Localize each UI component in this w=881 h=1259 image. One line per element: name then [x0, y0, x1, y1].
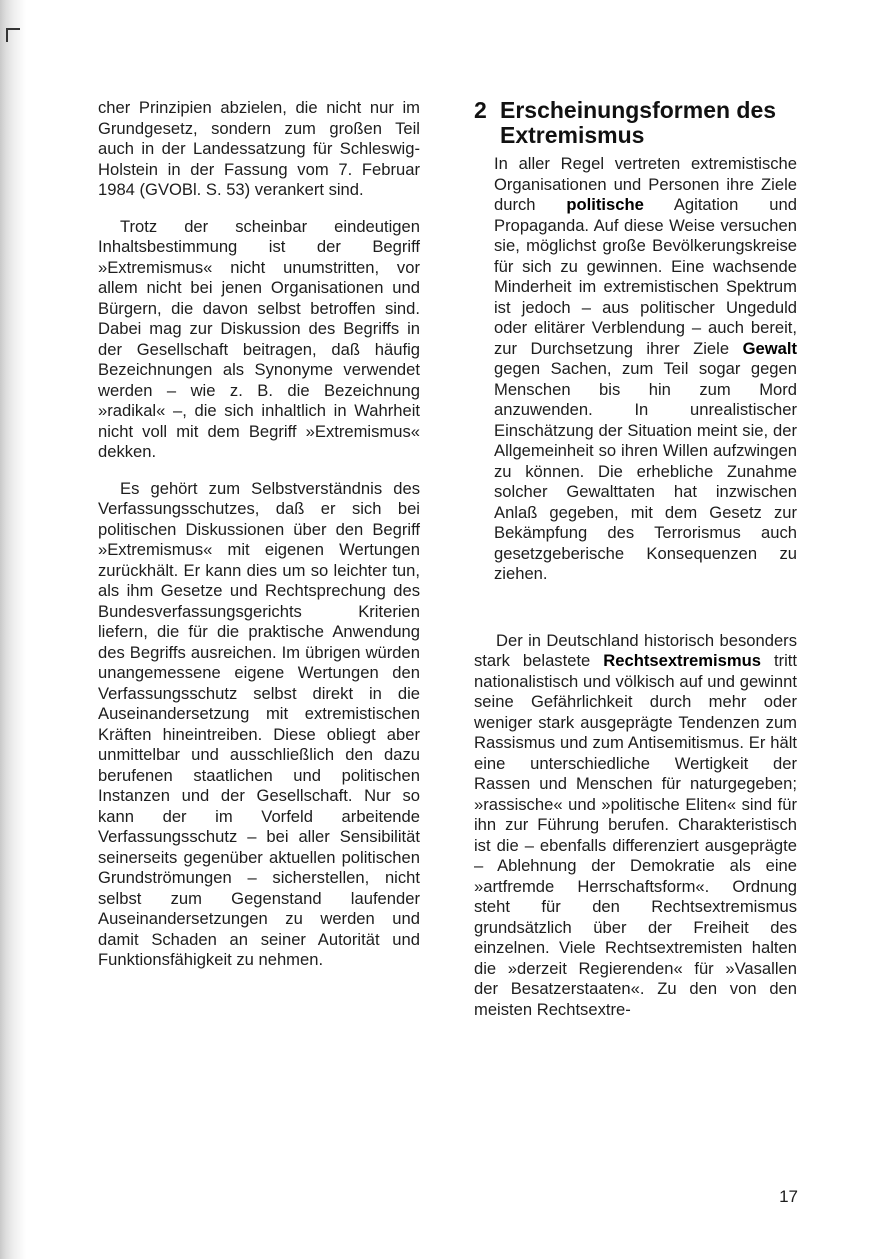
section-title: Erscheinungsformen des Extremismus	[500, 97, 777, 148]
bold-term-politische: politische	[566, 195, 644, 214]
bold-term-gewalt: Gewalt	[742, 338, 797, 358]
text-run: gegen Sachen, zum Teil sogar gegen Menschen bis hin zum Mord anzuwenden. In unrealistischer Einschätzung der Situation meint sie, der Allgemeinheit so ihren Willen aufzwingen zu können. Die erhebliche Zunahme solcher Gewalttaten hat inzwischen Anlaß gegeben, mit dem Gesetz zur Bekämpfung des Terrorismus auch gesetzgeberische Konsequenzen zu ziehen.	[494, 359, 797, 583]
right-column	[474, 98, 797, 1036]
page-number: 17	[779, 1187, 798, 1206]
section-number: 2	[474, 97, 487, 123]
text-run: tritt nationalistisch und völkisch auf und gewinnt seine Gefährlichkeit durch mehr oder weniger stark ausgeprägte Tendenzen zum Rassismus und zum Antisemitismus. Er hält eine unterschiedliche Wertigkeit der Rassen und Menschen für naturgegeben; »rassische« und »politische Eliten« sind für ihn zur Führung berufen. Charakteristisch ist die – ebenfalls differenziert ausgeprägte – Ablehnung der Demokratie als eine »artfremde Herrschaftsform«. Ordnung steht für den Rechtsextremismus grundsätzlich über der Freiheit des einzelnen. Viele Rechtsextremisten halten die »derzeit Regierenden« für »Vasallen der Besatzerstaaten«. Zu den von den meisten Rechtsextre-	[474, 651, 798, 1019]
paragraph-self-understanding: Es gehört zum Selbstverständnis des Verfassungsschutzes, daß er sich bei politischen Diskussionen über den Begriff »Extremismus« mit eigenen Wertungen zurückhält. Er kann dies um so leichter tun, als ihm Gesetze und Rechtsprechung des Bundesverfassungsgerichts Kriterien liefern, die für die praktische Anwendung des Begriffs ausreichen. Im übrigen würden unangemessene eigene Wertungen den Verfassungsschutz selbst direkt in die Auseinandersetzung mit extremistischen Kräften hineintreiben. Diese obliegt aber unmittelbar und ausschließlich den dazu berufenen staatlichen und politischen Instanzen und der Gesellschaft. Nur so kann der im Vorfeld arbeitende Verfassungsschutz – bei aller Sensibilität seinerseits gegenüber aktuellen politischen Grundströmungen – sicherstellen, nicht selbst zum Gegenstand laufender Auseinandersetzungen zu werden und damit Schaden an seiner Autorität und Funktionsfähigkeit zu nehmen.	[98, 478, 420, 969]
crop-mark	[6, 28, 22, 44]
paragraph-right-extremism	[474, 631, 797, 1021]
left-column	[98, 98, 420, 987]
paragraph-principles: cher Prinzipien abzielen, die nicht nur im Grundgesetz, sondern zum großen Teil auch in der Landessatzung für Schleswig-Holstein in der Fassung vom 7. Februar 1984 (GVOBl. S. 53) verankert sind.	[98, 98, 420, 199]
text-run: In aller Regel vertreten extremistische Organisationen und Personen ihre Ziele durch	[494, 154, 797, 214]
paragraph-spacer	[474, 601, 797, 631]
section-heading	[474, 98, 797, 148]
text-run: Der in Deutschland historisch besonders stark belastete	[474, 630, 797, 670]
text-run: Agitation und Propaganda. Auf diese Weise versuchen sie, möglichst große Bevölkerungskreise für sich zu gewinnen. Eine wachsende Minderheit im extremistischen Spektrum ist jedoch – aus politischer Ungeduld oder elitärer Verblendung – auch bereit, zur Durchsetzung ihrer Ziele	[494, 195, 797, 358]
paragraph-political-agitation	[474, 154, 797, 585]
bold-term-rechtsextremismus: Rechtsextremismus	[603, 651, 761, 670]
page-edge-shadow	[0, 0, 26, 1259]
paragraph-term-controversy: Trotz der scheinbar eindeutigen Inhaltsbestimmung ist der Begriff »Extremismus« nicht unumstritten, vor allem nicht bei jenen Organisationen und Bürgern, die davon selbst betroffen sind. Dabei mag zur Diskussion des Begriffs in der Gesellschaft beitragen, daß häufig Bezeichnungen als Synonyme verwendet werden – wie z. B. die Bezeichnung »radikal« –, die sich inhaltlich in Wahrheit nicht voll mit dem Begriff »Extremismus« dekken.	[98, 216, 420, 461]
